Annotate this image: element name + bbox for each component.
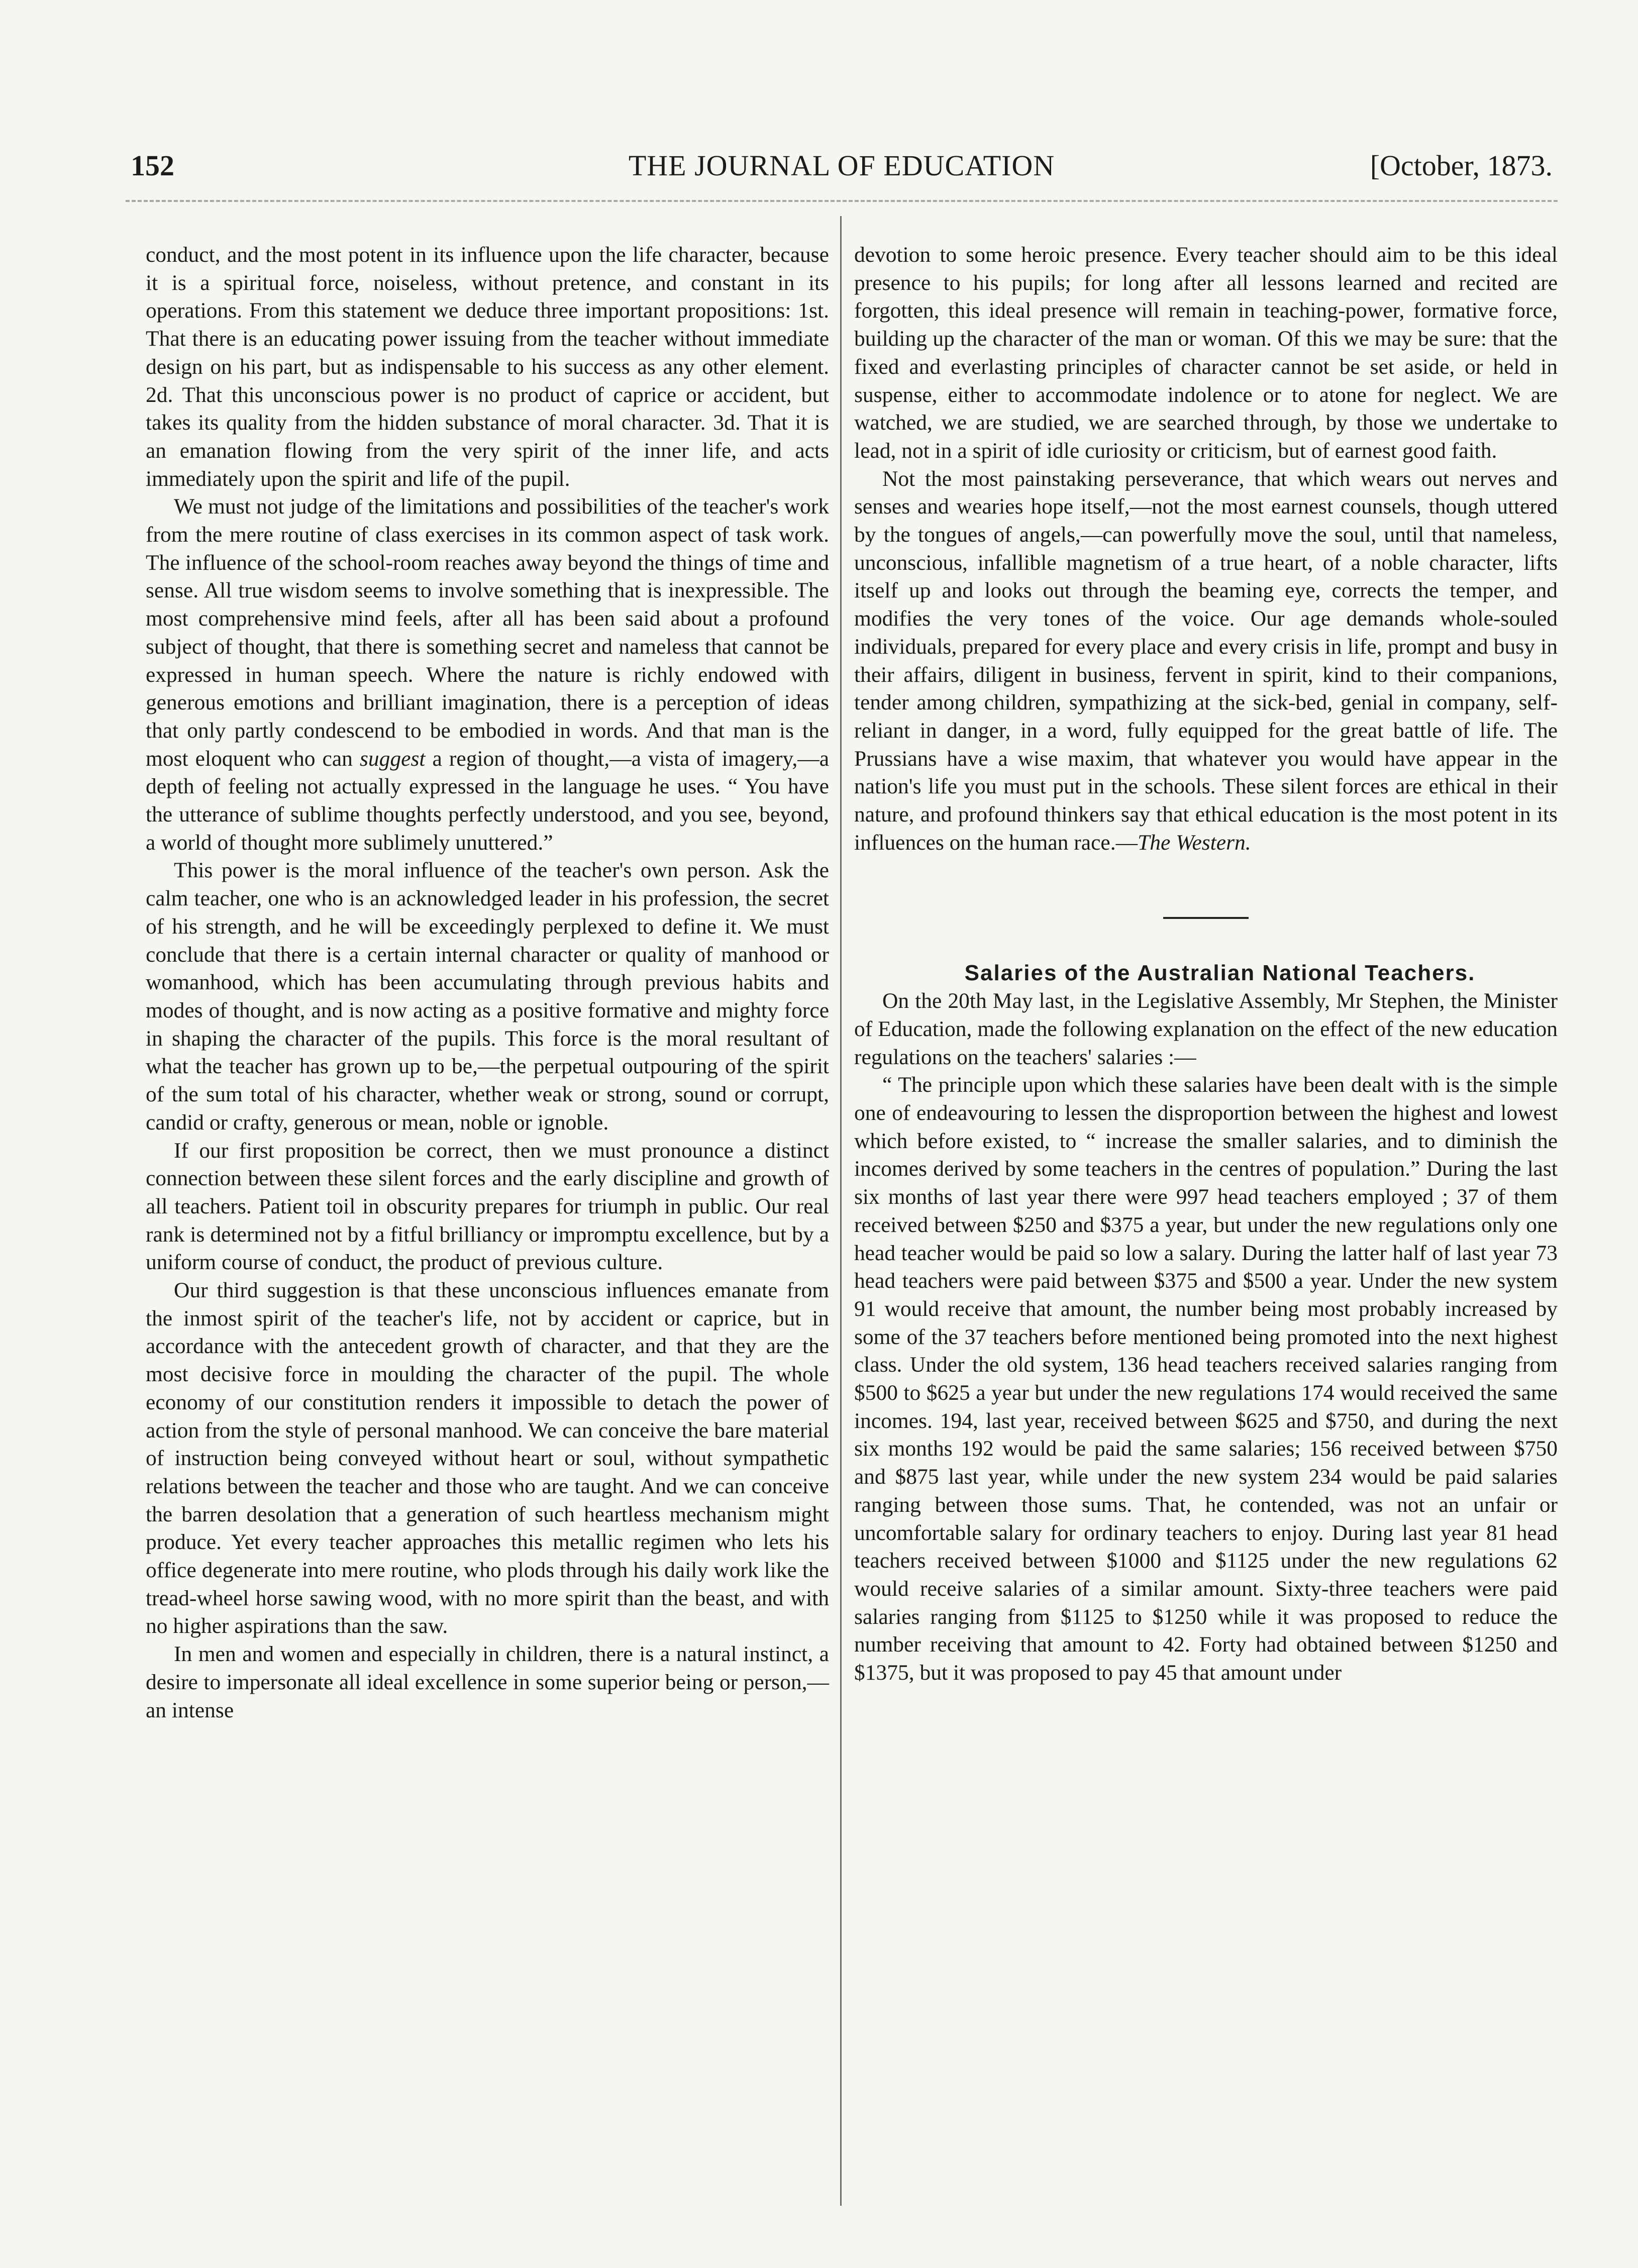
paragraph: If our first proposition be correct, then we must pronounce a distinct connection between these silent forces and the early discipline and growth of all teachers. Patient toil in obscurity prepares for triumph in public. Our real rank is determined not by a fitful brilliancy or impromptu excellence, but by a uniform course of conduct, the product of previous culture. [146, 1138, 829, 1275]
paragraph [854, 465, 1558, 857]
paragraph-text: We must not judge of the limitations and possibilities of the teacher's work from the mere routine of class exercises in its common aspect of task work. The influence of the school-room reaches away beyond the things of time and sense. All true wisdom seems to involve something that is inexpressible. The most comprehensive mind feels, after all has been said about a profound subject of thought, that there is something secret and nameless that cannot be expressed in human speech. Where the nature is richly endowed with generous emotions and brilliant imagination, there is a perception of ideas that only partly condescend to be embodied in words. And that man is the most eloquent who can [146, 494, 829, 771]
paragraph: In men and women and especially in children, there is a natural instinct, a desire to impersonate all ideal excellence in some superior being or person,—an intense [146, 1642, 829, 1722]
left-column [146, 241, 829, 1724]
paragraph: conduct, and the most potent in its influence upon the life character, because it is a spiritual force, noiseless, without pretence, and constant in its operations. From this statement we deduce three important propositions: 1st. That there is an educating power issuing from the teacher without immediate design on his part, but as indispensable to his success as any other element. 2d. That this unconscious power is no product of caprice or accident, but takes its quality from the hidden substance of moral character. 3d. That it is an emanation flowing from the very spirit of the inner life, and acts immediately upon the spirit and life of the pupil. [146, 243, 829, 491]
column-divider [840, 216, 842, 2206]
paragraph: On the 20th May last, in the Legislative Assembly, Mr Stephen, the Minister of Education, made the following explanation on the effect of the new education regulations on the teachers' salaries :— [854, 989, 1558, 1069]
header-rule [126, 200, 1558, 202]
paragraph: “ The principle upon which these salaries have been dealt with is the simple one of endeavouring to lessen the disproportion between the highest and lowest which before existed, to “ increase the smaller salaries, and to diminish the incomes derived by some teachers in the centres of population.” During the last six months of last year there were 997 head teachers employed ; 37 of them received between $250 and $375 a year, but under the new regulations only one head teacher would be paid so low a salary. During the latter half of last year 73 head teachers were paid between $375 and $500 a year. Under the new system 91 would receive that amount, the number being most probably increased by some of the 37 teachers before mentioned being promoted into the next highest class. Under the old system, 136 head teachers received salaries ranging from $500 to $625 a year but under the new regulations 174 would received the same incomes. 194, last year, received between $625 and $750, and during the next six months 192 would be paid the same salaries; 156 received between $750 and $875 last year, while under the new system 234 would be paid salaries ranging between those sums. That, he contended, was not an unfair or uncomfortable salary for ordinary teachers to enjoy. During last year 81 head teachers received between $1000 and $1125 under the new regulations 62 would receive salaries of a similar amount. Sixty-three teachers were paid salaries ranging from $1125 to $1250 while it was proposed to reduce the number receiving that amount to 42. Forty had obtained between $1250 and $1375, but it was proposed to pay 45 that amount under [854, 1073, 1558, 1685]
paragraph: Our third suggestion is that these unconscious influences emanate from the inmost spirit of the teacher's life, not by accident or caprice, but in accordance with the antecedent growth of character, and that they are the most decisive force in moulding the character of the pupil. The whole economy of our constitution renders it impossible to detach the power of action from the style of personal manhood. We can conceive the bare material of instruction being conveyed without heart or soul, without sympathetic relations between the teacher and those who are taught. And we can conceive the barren desolation that a generation of such heartless mechanism might produce. Yet every teacher approaches this metallic regimen who lets his office degenerate into mere routine, who plods through his daily work like the tread-wheel horse sawing wood, with no more spirit than the beast, and with no higher aspirations than the saw. [146, 1278, 829, 1638]
page-number: 152 [131, 149, 174, 182]
right-column [854, 241, 1558, 1687]
page-header [131, 149, 1553, 189]
section-title: Salaries of the Australian National Teachers. [964, 961, 1476, 986]
paragraph [146, 493, 829, 857]
section-rule [1163, 917, 1249, 919]
emphasis-word: suggest [359, 746, 426, 771]
journal-title: THE JOURNAL OF EDUCATION [628, 149, 1055, 182]
paragraph-text: Not the most painstaking perseverance, that which wears out nerves and senses and wearies hope itself,—not the most earnest counsels, though uttered by the tongues of angels,—can powerfully move the soul, until that nameless, unconscious, infallible magnetism of a true heart, of a noble character, lifts itself up and looks out through the beaming eye, corrects the temper, and modifies the very tones of the voice. Our age demands whole-souled individuals, prepared for every place and every crisis in life, prompt and busy in their affairs, diligent in business, fervent in spirit, kind to their companions, tender among children, sympathizing at the sick-bed, genial in company, self-reliant in danger, in a word, fully equipped for the great battle of life. The Prussians have a wise maxim, that whatever you would have appear in the nation's life you must put in the schools. These silent forces are ethical in their nature, and profound thinkers say that ethical education is the most potent in its influences on the human race.— [854, 466, 1558, 855]
paragraph: devotion to some heroic presence. Every teacher should aim to be this ideal presence to his pupils; for long after all lessons learned and recited are forgotten, this ideal presence will remain in teaching-power, formative force, building up the character of the man or woman. Of this we may be sure: that the fixed and everlasting principles of character cannot be set aside, or held in suspense, either to accommodate indolence or to atone for neglect. We are watched, we are studied, we are searched through, by those we undertake to lead, not in a spirit of idle curiosity or criticism, but of earnest good faith. [854, 243, 1558, 463]
paragraph-text: a region of thought,—a vista of imagery,—a depth of feeling not actually expressed in the language he uses. “ You have the utterance of sublime thoughts perfectly understood, and you see, beyond, a world of thought more sublimely unuttered.” [146, 746, 829, 855]
paragraph: This power is the moral influence of the teacher's own person. Ask the calm teacher, one who is an acknowledged leader in his profession, the secret of his strength, and he will be exceedingly perplexed to define it. We must conclude that there is a certain internal character or quality of manhood or womanhood, which has been accumulating through previous habits and modes of thought, and is now acting as a positive formative and mighty force in shaping the character of the pupils. This force is the moral resultant of what the teacher has grown up to be,—the perpetual outpouring of the spirit of the sum total of his character, whether weak or strong, sound or corrupt, candid or crafty, generous or mean, noble or ignoble. [146, 858, 829, 1135]
issue-date: [October, 1873. [1370, 149, 1553, 182]
source-attribution: The Western. [1138, 830, 1251, 855]
